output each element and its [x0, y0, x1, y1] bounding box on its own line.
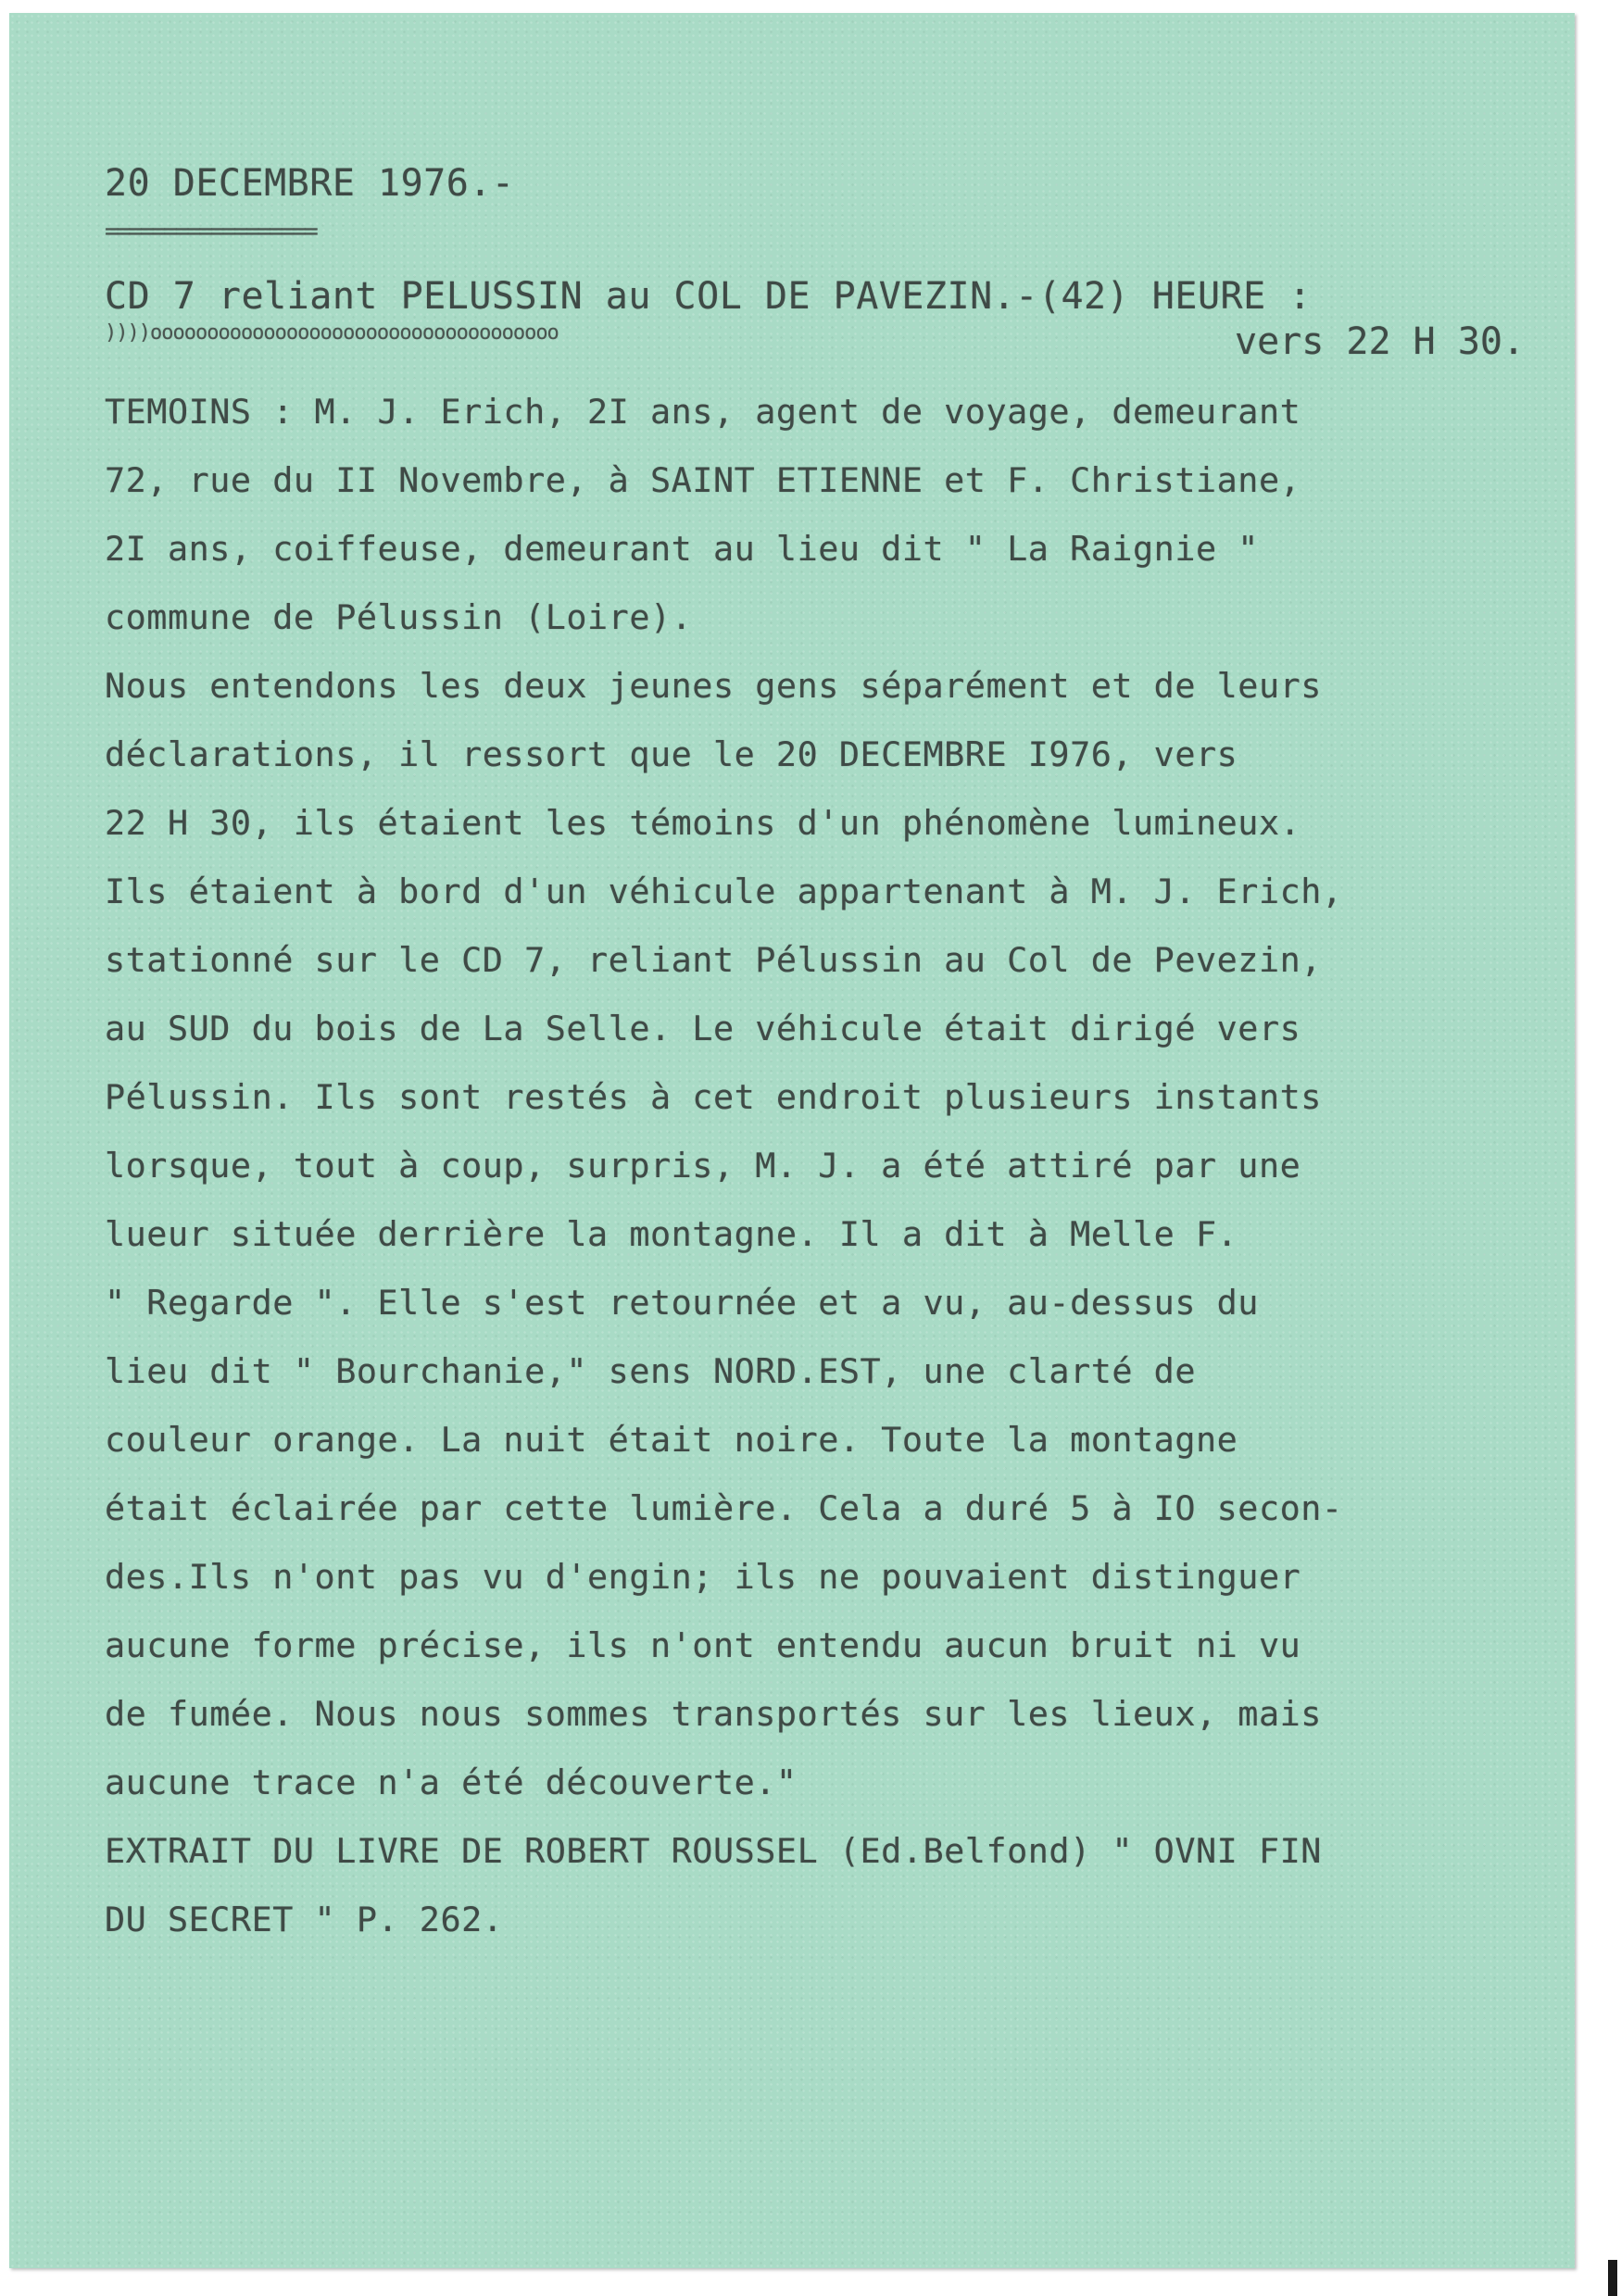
- location-line: CD 7 reliant PELUSSIN au COL DE PAVEZIN.-(42) HEURE :: [105, 275, 1312, 318]
- body-line-10: au SUD du bois de La Selle. Le véhicule était dirigé vers: [105, 1009, 1301, 1048]
- date-heading: 20 DECEMBRE 1976.-: [105, 162, 515, 205]
- time-of-event: vers 22 H 30.: [1235, 320, 1526, 363]
- source-citation-line-1: EXTRAIT DU LIVRE DE ROBERT ROUSSEL (Ed.Belfond) " OVNI FIN: [105, 1831, 1322, 1871]
- body-line-2: 72, rue du II Novembre, à SAINT ETIENNE et F. Christiane,: [105, 460, 1301, 500]
- paper-sheet: [9, 13, 1575, 2268]
- body-line-3: 2I ans, coiffeuse, demeurant au lieu dit " La Raignie ": [105, 529, 1259, 569]
- body-line-1: TEMOINS : M. J. Erich, 2I ans, agent de voyage, demeurant: [105, 392, 1301, 432]
- body-line-14: " Regarde ". Elle s'est retournée et a vu, au-dessus du: [105, 1283, 1259, 1323]
- body-line-5: Nous entendons les deux jeunes gens séparément et de leurs: [105, 666, 1322, 706]
- body-line-18: des.Ils n'ont pas vu d'engin; ils ne pouvaient distinguer: [105, 1557, 1301, 1597]
- body-line-13: lueur située derrière la montagne. Il a dit à Melle F.: [105, 1214, 1238, 1254]
- date-underline: ==================: [105, 218, 316, 245]
- body-line-17: était éclairée par cette lumière. Cela a duré 5 à IO secon-: [105, 1488, 1343, 1528]
- body-line-15: lieu dit " Bourchanie," sens NORD.EST, une clarté de: [105, 1351, 1196, 1391]
- body-line-16: couleur orange. La nuit était noire. Toute la montagne: [105, 1420, 1238, 1460]
- body-line-7: 22 H 30, ils étaient les témoins d'un phénomène lumineux.: [105, 803, 1301, 843]
- body-line-8: Ils étaient à bord d'un véhicule appartenant à M. J. Erich,: [105, 872, 1343, 911]
- body-line-11: Pélussin. Ils sont restés à cet endroit plusieurs instants: [105, 1077, 1322, 1117]
- body-line-6: déclarations, il ressort que le 20 DECEMBRE I976, vers: [105, 734, 1238, 774]
- scan-edge-mark: [1608, 2260, 1617, 2296]
- body-line-12: lorsque, tout à coup, surpris, M. J. a été attiré par une: [105, 1146, 1301, 1186]
- source-citation-line-2: DU SECRET " P. 262.: [105, 1900, 504, 1939]
- body-line-9: stationné sur le CD 7, reliant Pélussin au Col de Pevezin,: [105, 940, 1322, 980]
- body-line-21: aucune trace n'a été découverte.": [105, 1763, 798, 1802]
- body-line-20: de fumée. Nous nous sommes transportés sur les lieux, mais: [105, 1694, 1322, 1734]
- body-line-4: commune de Pélussin (Loire).: [105, 597, 693, 637]
- body-line-19: aucune forme précise, ils n'ont entendu aucun bruit ni vu: [105, 1625, 1301, 1665]
- location-underline: ))))oooooooooooooooooooooooooooooooooooo: [105, 321, 559, 345]
